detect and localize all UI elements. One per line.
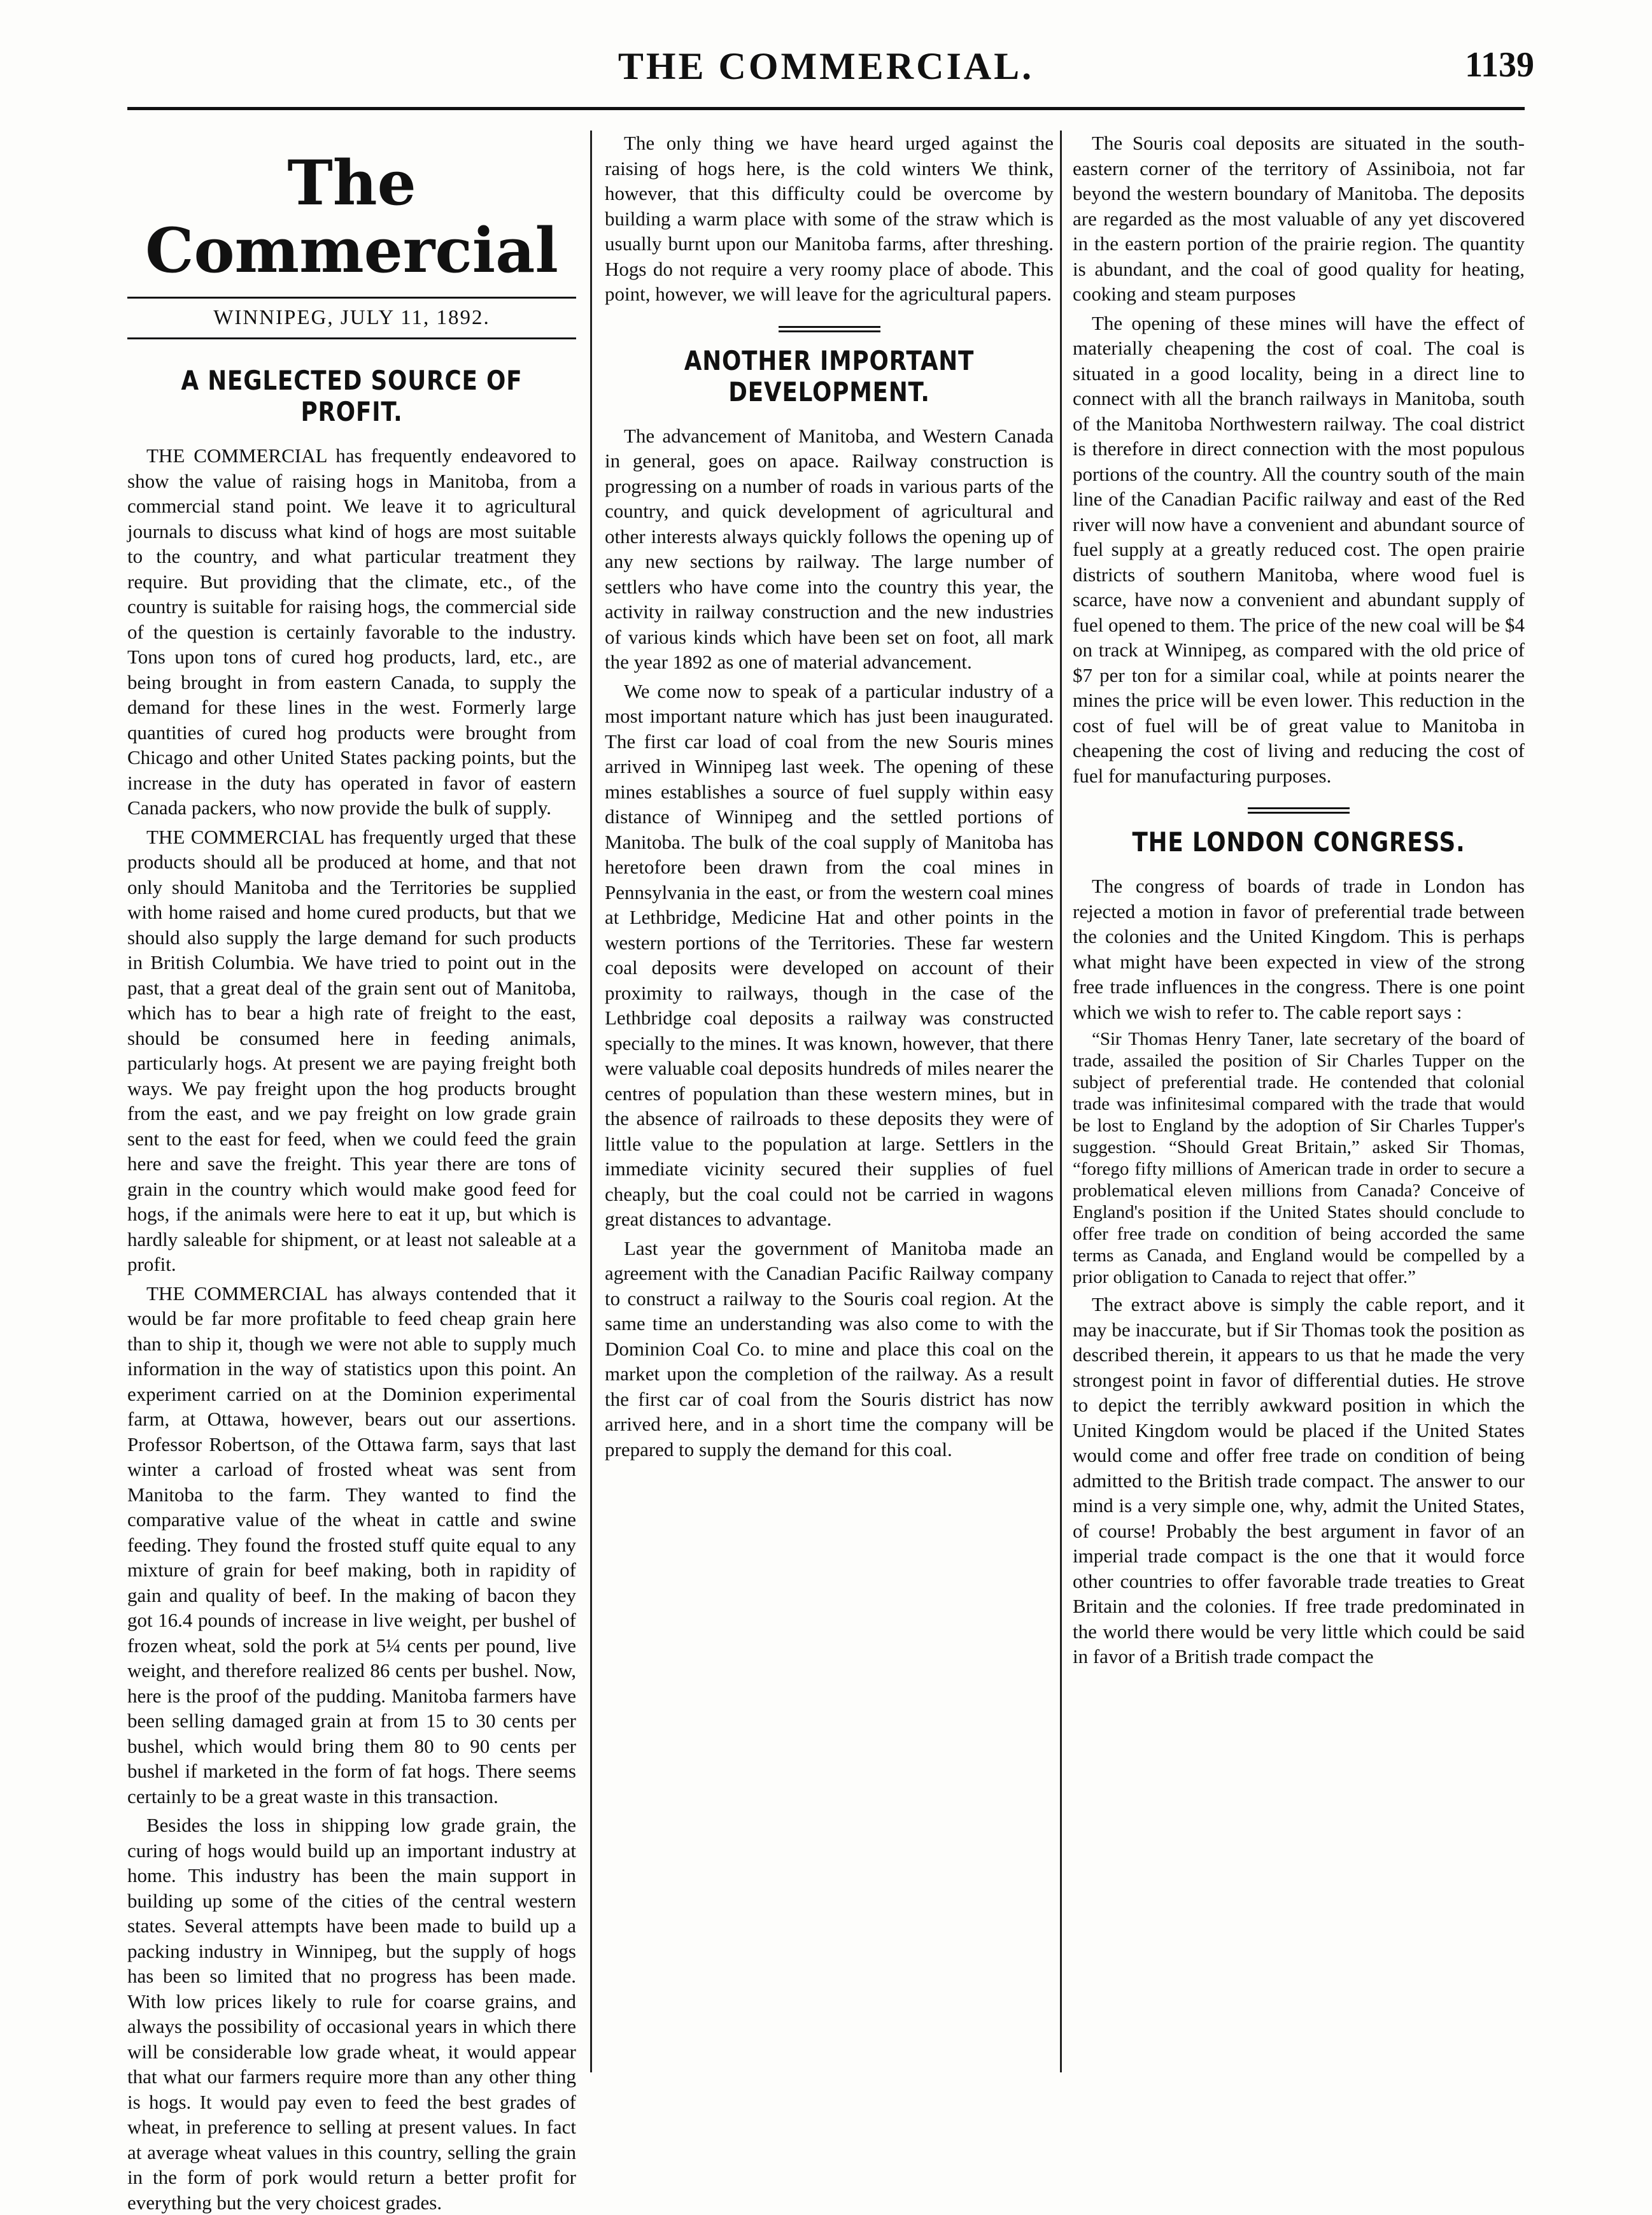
quoted-report: “Sir Thomas Henry Taner, late secretary of the board of trade, assailed the position of Sir Charles Tupper on the subject of preferential trade. He contended that colonial trade was infinitesimal compared with the trade that would be lost to England by the adoption of Sir Charles Tupper's suggestion. “Should Great Britain,” asked Sir Thomas, “forego fifty millions of American trade in order to secure a problematical eleven millions from Canada? Conceive of England's position if the United States should conclude to offer free trade on condition of being accorded the same terms as Canada, and England would be compelled by a prior obligation to Canada to reject that offer.”: [1073, 1029, 1525, 1287]
running-title: THE COMMERCIAL.: [618, 45, 1034, 87]
column-divider: [590, 131, 592, 2072]
article-paragraph: Last year the government of Manitoba made an agreement with the Canadian Pacific Railway company to construct a railway to the Souris coal region. At the same time an understanding was also come to with the Dominion Coal Co. to mine and place this coal on the market upon the completion of the railway. As a result the first car of coal from the Souris district has now arrived here, and in a short time the company will be prepared to supply the demand for this coal.: [605, 1236, 1054, 1461]
column-3: [1073, 131, 1525, 2079]
article-paragraph: The congress of boards of trade in London has rejected a motion in favor of preferential trade between the colonies and the United Kingdom. This is perhaps what might have been expected in view of the strong free trade influences in the congress. There is one point which we wish to refer to. The cable report says :: [1073, 875, 1525, 1023]
running-head: [0, 45, 1652, 96]
article-paragraph: THE COMMERCIAL has always contended that it would be far more profitable to feed cheap grain here than to ship it, though we were not able to supply much information in the way of statistics upon this point. An experiment carried on at the Dominion experimental farm, at Ottawa, however, bears out our assertions. Professor Robertson, of the Ottawa farm, says that last winter a carload of frosted wheat was sent from Manitoba to the farm. They wanted to find the comparative value of the wheat in cattle and swine feeding. They found the frosted stuff quite equal to any mixture of grain for beef making, both in rapidity of gain and quality of beef. In the making of bacon they got 16.4 pounds of increase in live weight, per bushel of frozen wheat, sold the pork at 5¼ cents per pound, live weight, and therefore realized 86 cents per bushel. Now, here is the proof of the pudding. Manitoba farmers have been selling damaged grain at from 15 to 30 cents per bushel, which would bring them 80 to 90 cents per bushel if marketed in the form of fat hogs. There seems certainly to be a great waste in this transaction.: [127, 1282, 576, 1808]
article-heading: ANOTHER IMPORTANT DEVELOPMENT.: [684, 344, 975, 407]
article-paragraph: THE COMMERCIAL has frequently urged that these products should all be produced at home, and that not only should Manitoba and the Territories be supplied with home raised and home cured products, but that we should also supply the large demand for such products in British Columbia. We have tried to point out in the past, that a great deal of the grain sent out of Manitoba, which has to bear a high rate of freight to the east, should be consumed here in feeding animals, particularly hogs. At present we are paying freight both ways. We pay freight upon the hog products brought from the east, and we pay freight on low grade grain sent to the east for feed, when we could feed the grain here and save the freight. This year there are tons of grain in the country which would make good feed for hogs, if the animals were here to eat it up, but which is hardly saleable for shipment, or at least not saleable at a profit.: [127, 825, 576, 1276]
article-heading: A NEGLECTED SOURCE OF PROFIT.: [181, 365, 523, 428]
column-divider: [1060, 131, 1062, 2072]
article-paragraph: We come now to speak of a particular industry of a most important nature which has just been inaugurated. The first car load of coal from the new Souris mines arrived in Winnipeg last week. The opening of these mines establishes a source of fuel supply within easy distance of Winnipeg and the settled portions of Manitoba. The bulk of the coal supply of Manitoba has heretofore been drawn from the coal mines in Pennsylvania in the east, or from the western coal mines at Lethbridge, Medicine Hat and other points in the western portions of the Territories. These far western coal deposits were developed on account of their proximity to railways, though in the case of the Lethbridge coal deposits a railway was constructed specially to the mines. It was known, however, that there were valuable coal deposits hundreds of miles nearer the centres of population than these western mines, but in the absence of railroads to these deposits they were of little value to the population at large. Settlers in the immediate vicinity secured their supplies of fuel cheaply, but the coal could not be carried in wagons great distances to advantage.: [605, 679, 1054, 1230]
article-paragraph: The advancement of Manitoba, and Western Canada in general, goes on apace. Railway construction is progressing on a number of roads in various parts of the country, and quick development of agricultural and other interests always quickly follows the opening up of any new sections by railway. The large number of settlers who have come into the country this year, the activity in railway construction and the new industries of various kinds which have been set on foot, all mark the year 1892 as one of material advancement.: [605, 424, 1054, 673]
column-2: [605, 131, 1054, 2079]
header-rule: [127, 107, 1525, 110]
page-number: 1139: [1465, 45, 1534, 85]
section-rule: [779, 326, 880, 332]
article-paragraph: The only thing we have heard urged against the raising of hogs here, is the cold winters We think, however, that this difficulty could be overcome by building a warm place with some of the straw which is usually burnt upon our Manitoba farms, after threshing. Hogs do not require a very roomy place of abode. This point, however, we will leave for the agricultural papers.: [605, 132, 1054, 305]
article-heading: THE LONDON CONGRESS.: [1132, 826, 1465, 858]
article-paragraph: The extract above is simply the cable report, and it may be inaccurate, but if Sir Thomas took the position as described therein, it appears to us that he made the very strongest point in favor of differential duties. He strove to depict the terribly awkward position in which the United Kingdom would be placed if the United States would come and offer free trade on condition of being admitted to the British trade compact. The answer to our mind is a very simple one, why, admit the United States, of course! Probably the best argument in favor of an imperial trade compact is the one that it would force other countries to offer favorable trade treaties to Great Britain and the colonies. If free trade predominated in the world there would be very little which could be said in favor of a British trade compact the: [1073, 1293, 1525, 1667]
article-paragraph: Besides the loss in shipping low grade grain, the curing of hogs would build up an important industry at home. This industry has been the main support in building up some of the cities of the central western states. Several attempts have been made to build up a packing industry in Winnipeg, but the supply of hogs has been so limited that no progress has been made. With low prices likely to rule for coarse grains, and always the possibility of occasional years in which there will be considerable low grade wheat, it would appear that what our farmers require more than any other thing is hogs. It would pay even to feed the best grades of wheat, in preference to selling at present values. In fact at average wheat values in this country, selling the grain in the form of pork would return a better profit for everything but the very choicest grades.: [127, 1814, 576, 2214]
article-paragraph: The opening of these mines will have the effect of materially cheapening the cost of coal. The coal is situated in a good locality, being in a direct line to connect with all the branch railways in Manitoba, south of the Manitoba Northwestern railway. The coal district is therefore in direct connection with the most populous portions of the country. All the country south of the main line of the Canadian Pacific railway and east of the Red river will now have a convenient and abundant source of fuel supply at a greatly reduced cost. The open prairie districts of southern Manitoba, where wood fuel is scarce, have now a convenient and abundant supply of fuel opened to them. The price of the new coal will be $4 on track at Winnipeg, as compared with the old price of $7 per ton for a similar coal, while at points nearer the mines the price will be even lower. This reduction in the cost of fuel will be of great value to Manitoba in cheapening the cost of living and reducing the cost of fuel for manufacturing purposes.: [1073, 311, 1525, 787]
dateline: WINNIPEG, JULY 11, 1892.: [127, 297, 576, 339]
masthead-title: The Commercial: [145, 147, 558, 287]
section-rule: [1248, 807, 1350, 814]
article-paragraph: THE COMMERCIAL has frequently endeavored to show the value of raising hogs in Manitoba, from a commercial stand point. We leave it to agricultural journals to discuss what kind of hogs are most suitable to the country, and what particular treatment they require. But providing that the climate, etc., of the country is suitable for raising hogs, the commercial side of the question is certainly favorable to the industry. Tons upon tons of cured hog products, lard, etc., are being brought in from eastern Canada, to supply the demand for these lines in the west. Formerly large quantities of cured hog products were brought from Chicago and other United States packing points, but the increase in the duty has operated in favor of eastern Canada packers, who now provide the bulk of supply.: [127, 444, 576, 819]
article-paragraph: The Souris coal deposits are situated in the south-eastern corner of the territory of Assiniboia, not far beyond the western boundary of Manitoba. The deposits are regarded as the most valuable of any yet discovered in the eastern portion of the prairie region. The quantity is abundant, and the coal of good quality for heating, cooking and steam purposes: [1073, 132, 1525, 305]
column-1: [127, 131, 576, 2214]
